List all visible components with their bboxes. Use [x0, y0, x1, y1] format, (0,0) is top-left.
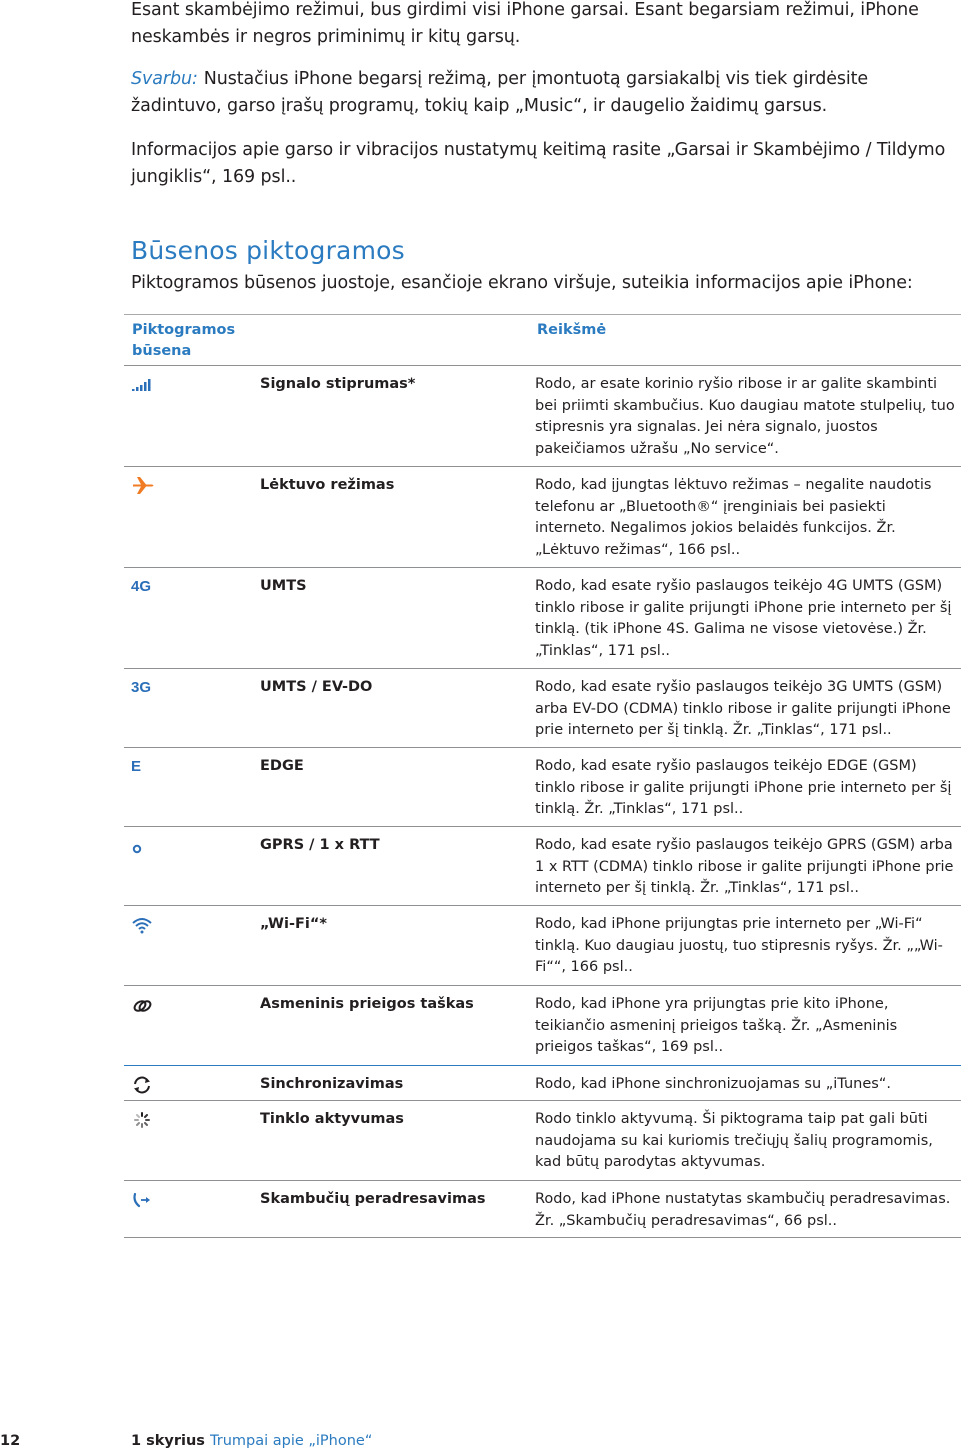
header-icon-status: Piktogramos būsena [132, 322, 236, 359]
header-meaning: Reikšmė [537, 322, 607, 338]
wifi-icon [131, 914, 157, 936]
airplane-icon [131, 475, 157, 497]
edge-icon: E [131, 758, 142, 775]
row-description: Rodo, kad esate ryšio paslaugos teikėjo EDGE (GSM) tinklo ribose ir galite prijungti iPhone prie interneto per šį tinklą. Žr. „Tinklas“, 171 psl.. [535, 758, 952, 817]
table-row [124, 1180, 961, 1238]
row-description: Rodo, kad iPhone prijungtas prie interneto per „Wi-Fi“ tinklą. Kuo daugiau juostų, tuo stipresnis ryšys. Žr. „„Wi-Fi““, 166 psl.. [535, 916, 943, 975]
status-icons-table [124, 314, 961, 1238]
table-header [124, 314, 961, 365]
table-row [124, 466, 961, 567]
row-name: Skambučių peradresavimas [260, 1191, 486, 1207]
page-number: 12 [0, 1433, 21, 1449]
paragraph-ringer-mode: Esant skambėjimo režimui, bus girdimi visi iPhone garsai. Esant begarsiam režimui, iPhone neskambės ir negros priminimų ir kitų garsų. [131, 0, 919, 47]
section-title: Būsenos piktogramos [131, 236, 405, 265]
row-description: Rodo, kad iPhone yra prijungtas prie kito iPhone, teikiančio asmeninį prieigos tašką. Žr. „Asmeninis prieigos taškas“, 169 psl.. [535, 996, 898, 1055]
important-label: Svarbu: [131, 69, 198, 89]
table-row [124, 985, 961, 1065]
sync-icon [131, 1074, 157, 1096]
row-description: Rodo, kad esate ryšio paslaugos teikėjo 3G UMTS (GSM) arba EV-DO (CDMA) tinklo ribose ir galite prijungti iPhone prie interneto per šį tinklą. Žr. „Tinklas“, 171 psl.. [535, 679, 951, 738]
row-name: UMTS [260, 578, 307, 594]
row-name: Tinklo aktyvumas [260, 1111, 404, 1127]
activity-spinner-icon [131, 1109, 157, 1131]
table-row [124, 905, 961, 985]
signal-bars-icon [131, 374, 157, 396]
row-description: Rodo, kad esate ryšio paslaugos teikėjo GPRS (GSM) arba 1 x RTT (CDMA) tinklo ribose ir galite prijungti iPhone prie interneto per šį tinklą. Žr. „Tinklas“, 171 psl.. [535, 837, 954, 896]
4g-icon: 4G [131, 578, 152, 595]
row-name: Signalo stiprumas* [260, 376, 416, 392]
section-intro: Piktogramos būsenos juostoje, esančioje ekrano viršuje, suteikia informacijos apie iPhone: [131, 273, 913, 293]
hotspot-icon [131, 994, 157, 1016]
row-name: Sinchronizavimas [260, 1076, 404, 1092]
row-name: EDGE [260, 758, 304, 774]
table-row [124, 1065, 961, 1100]
chapter-label: 1 skyrius [131, 1433, 205, 1449]
table-row [124, 826, 961, 905]
row-description: Rodo tinklo aktyvumą. Ši piktograma taip pat gali būti naudojama su kai kuriomis trečiųjų šalių programomis, kad būtų parodytas aktyvumas. [535, 1111, 933, 1170]
row-description: Rodo, kad iPhone nustatytas skambučių peradresavimas. Žr. „Skambučių peradresavimas“, 66 psl.. [535, 1191, 951, 1229]
row-description: Rodo, ar esate korinio ryšio ribose ir ar galite skambinti bei priimti skambučius. Kuo daugiau matote stulpelių, tuo stipresnis yra signalas. Jei nėra signalo, juostos pakeičiamos užrašu „No service“. [535, 376, 955, 457]
chapter-title-link[interactable]: Trumpai apie „iPhone“ [210, 1433, 373, 1449]
table-row [124, 567, 961, 668]
important-text: Nustačius iPhone begarsį režimą, per įmontuotą garsiakalbį vis tiek girdėsite žadintuvo, garso įrašų programų, tokių kaip „Music“, ir daugelio žaidimų garsus. [131, 69, 869, 116]
call-forwarding-icon [131, 1189, 157, 1211]
row-name: Asmeninis prieigos taškas [260, 996, 474, 1012]
row-name: „Wi-Fi“* [260, 916, 327, 932]
table-row [124, 668, 961, 747]
table-row [124, 747, 961, 826]
row-description: Rodo, kad esate ryšio paslaugos teikėjo 4G UMTS (GSM) tinklo ribose ir galite prijungti iPhone prie interneto per šį tinklą. (tik iPhone 4S. Galima ne visose vietovėse.) Žr. „Tinklas“, 171 psl.. [535, 578, 952, 659]
paragraph-reference: Informacijos apie garso ir vibracijos nustatymų keitimą rasite „Garsai ir Skambėjimo / Tildymo jungiklis“, 169 psl.. [131, 140, 946, 187]
table-row [124, 365, 961, 466]
table-row [124, 1100, 961, 1180]
row-name: GPRS / 1 x RTT [260, 837, 380, 853]
paragraph-important [131, 66, 961, 120]
row-name: Lėktuvo režimas [260, 477, 395, 493]
row-description: Rodo, kad iPhone sinchronizuojamas su „iTunes“. [535, 1076, 891, 1092]
row-description: Rodo, kad įjungtas lėktuvo režimas – negalite naudotis telefonu ar „Bluetooth®“ įrenginiais bei pasiekti interneto. Negalimos jokios belaidės funkcijos. Žr. „Lėktuvo režimas“, 166 psl.. [535, 477, 932, 558]
row-name: UMTS / EV-DO [260, 679, 373, 695]
gprs-icon [131, 835, 157, 857]
3g-icon: 3G [131, 679, 152, 696]
